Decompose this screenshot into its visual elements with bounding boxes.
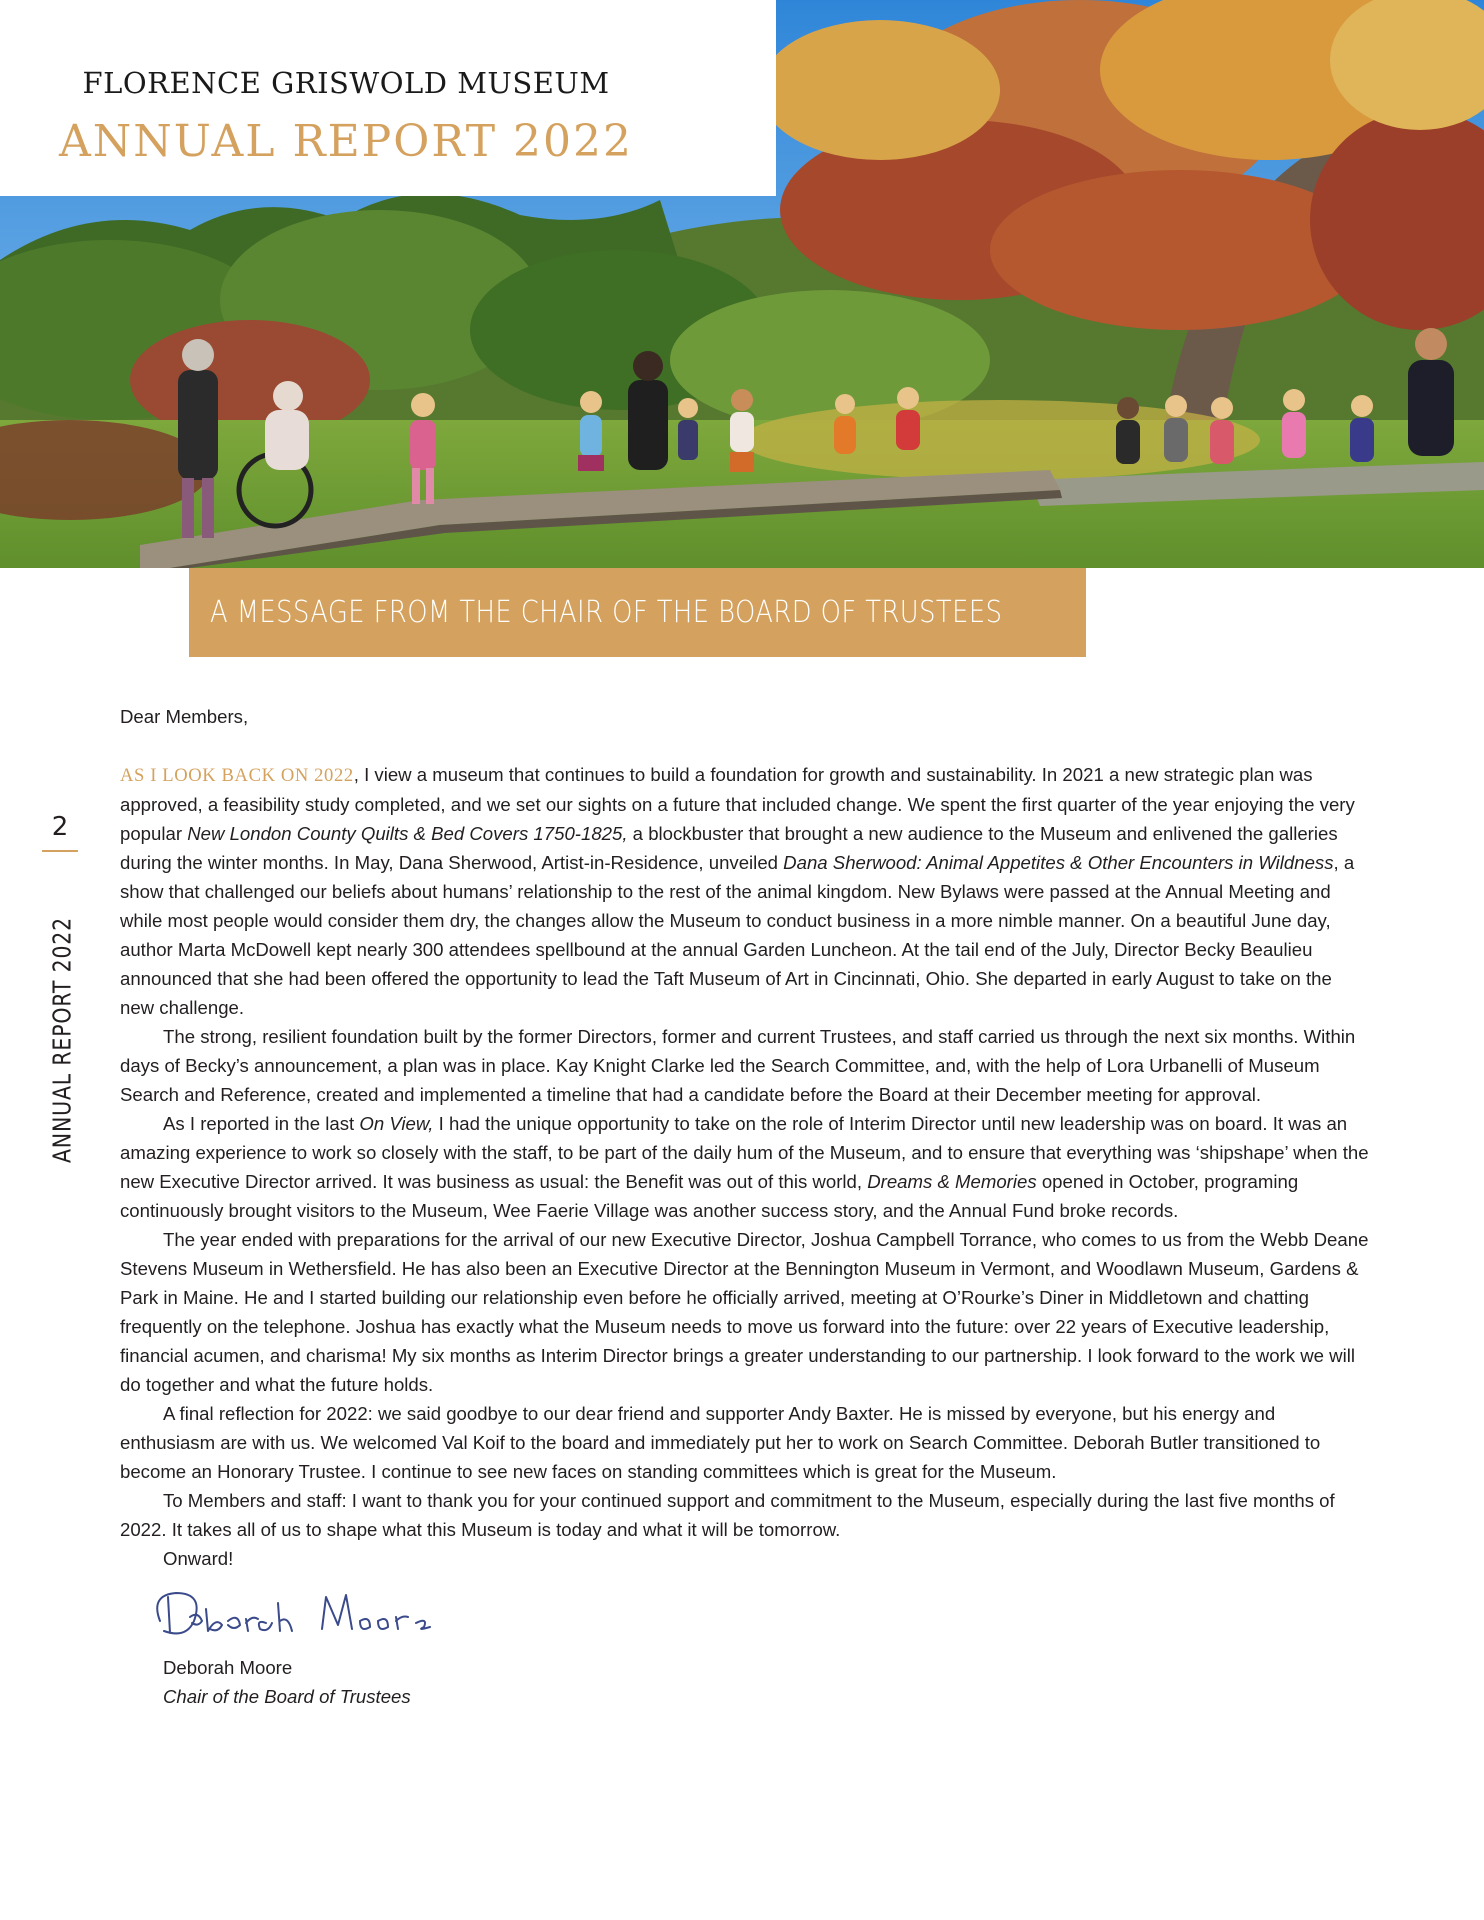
paragraph-1: AS I LOOK BACK ON 2022, I view a museum that continues to build a foundation for growth and sustainability. In 2021 a new strategic plan was approved, a feasibility study completed, and we set our sights on a future that included change. We spent the first quarter of the year enjoying the very popular New London County Quilts & Bed Covers 1750-1825, a blockbuster that brought a new audience to the Museum and enlivened the galleries during the winter months. In May, Dana Sherwood, Artist-in-Residence, unveiled Dana Sherwood: Animal Appetites & Other Encounters in Wildness, a show that challenged our beliefs about humans’ relationship to the rest of the animal kingdom. New Bylaws were passed at the Annual Meeting and while most people would consider them dry, the changes allow the Museum to conduct business in a more nimble manner. On a beautiful June day, author Marta McDowell kept nearly 300 attendees spellbound at the annual Garden Luncheon. At the tail end of the July, Director Becky Beaulieu announced that she had been offered the opportunity to lead the Taft Museum of Art in Cincinnati, Ohio. She departed in early August to take on the new challenge. (120, 764, 1355, 1018)
paragraph-6: To Members and staff: I want to thank you for your continued support and commitment to the Museum, especially during the last five months of 2022. It takes all of us to shape what this Museum is today and what it will be tomorrow. (120, 1490, 1335, 1540)
exhibition-title: Dana Sherwood: Animal Appetites & Other Encounters in Wildness (783, 852, 1334, 873)
signature (146, 1581, 1370, 1653)
page-number: 2 (51, 812, 69, 842)
exhibition-title: New London County Quilts & Bed Covers 1750-1825, (187, 823, 628, 844)
banner-title: A MESSAGE FROM THE CHAIR OF THE BOARD OF TRUSTEES (210, 595, 1003, 630)
letter-body (120, 702, 1370, 1711)
title-box (0, 0, 776, 196)
closing: Onward! (163, 1548, 234, 1569)
lead-in: AS I LOOK BACK ON 2022 (120, 765, 354, 786)
side-label-text: ANNUAL REPORT 2022 (47, 916, 77, 1164)
salutation: Dear Members, (120, 706, 249, 727)
paragraph-5: A final reflection for 2022: we said goodbye to our dear friend and supporter Andy Baxter. He is missed by everyone, but his energy and enthusiasm are with us. We welcomed Val Koif to the board and immediately put her to work on Search Committee. Deborah Butler transitioned to become an Honorary Trustee. I continue to see new faces on standing committees which is great for the Museum. (120, 1403, 1321, 1482)
museum-name: FLORENCE GRISWOLD MUSEUM (82, 66, 610, 100)
signer-name: Deborah Moore (163, 1657, 293, 1678)
paragraph-4: The year ended with preparations for the arrival of our new Executive Director, Joshua Campbell Torrance, who comes to us from the Webb Deane Stevens Museum in Wethersfield. He has also been an Executive Director at the Bennington Museum in Vermont, and Woodlawn Museum, Gardens & Park in Maine. He and I started building our relationship even before he officially arrived, meeting at O’Rourke’s Diner in Middletown and chatting frequently on the telephone. Joshua has exactly what the Museum needs to move us forward into the future: over 22 years of Executive leadership, financial acumen, and charisma! My six months as Interim Director brings a greater understanding to our partnership. I look forward to the work we will do together and what the future holds. (120, 1229, 1369, 1395)
paragraph-3: As I reported in the last On View, I had the unique opportunity to take on the role of Interim Director until new leadership was on board. It was an amazing experience to work so closely with the staff, to be part of the daily hum of the Museum, and to ensure that everything was ‘shipshape’ when the new Executive Director arrived. It was business as usual: the Benefit was out of this world, Dreams & Memories opened in October, programing continuously brought visitors to the Museum, Wee Faerie Village was another success story, and the Annual Fund broke records. (120, 1113, 1369, 1221)
report-title: ANNUAL REPORT 2022 (58, 116, 634, 167)
paragraph-2: The strong, resilient foundation built by the former Directors, former and current Trustees, and staff carried us through the next six months. Within days of Becky’s announcement, a plan was in place. Kay Knight Clarke led the Search Committee, and, with the help of Lora Urbanelli of Museum Search and Reference, created and implemented a timeline that had a candidate before the Board at their December meeting for approval. (120, 1026, 1356, 1105)
page-number-rule (42, 850, 78, 852)
publication-title: On View, (359, 1113, 434, 1134)
hero-photo (0, 0, 1484, 568)
signer-title: Chair of the Board of Trustees (163, 1686, 411, 1707)
signature-icon (146, 1581, 446, 1651)
section-banner (189, 568, 1086, 657)
exhibition-title: Dreams & Memories (867, 1171, 1037, 1192)
